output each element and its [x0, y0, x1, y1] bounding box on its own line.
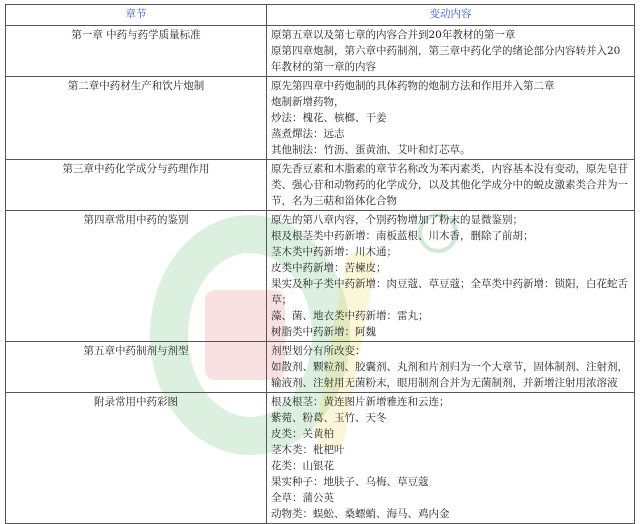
chapter-cell: 第二章中药材生产和饮片炮制: [6, 77, 267, 160]
change-line: 原先的第八章内容，个别药物增加了粉末的显微鉴别；: [271, 214, 523, 226]
changes-cell: [267, 77, 635, 160]
change-line: 原先香豆素和木脂素的章节名称改为苯丙素类，内容基本没有变动，原先皂苷类、强心苷和动物药的化学成分，以及其他化学成分中的蜕皮激素类合并为一节，名为三萜和甾体化合物: [271, 163, 628, 207]
change-line: 炒法：槐花、槟榔、干姜: [271, 112, 387, 124]
change-line: 根及根茎类中药新增：南板蓝根、川木香，删除了前胡；: [271, 230, 534, 242]
table-row: [6, 211, 635, 342]
chapter-cell: 第三章中药化学成分与药理作用: [6, 160, 267, 211]
header-chapter: 章节: [6, 5, 267, 26]
table-row: [6, 393, 635, 524]
change-line: 动物类：蜈蚣、桑螵蛸、海马、鸡内金: [271, 508, 450, 520]
change-line: 果实种子：地肤子、乌梅、草豆蔻: [271, 476, 429, 488]
change-line: 如散剂、颗粒剂、胶囊剂、丸剂和片剂归为一个大章节，固体制剂、注射剂，输液剂、注射用无菌粉末，眼用制剂合并为无菌制剂，并新增注射用浓溶液: [271, 361, 628, 389]
table-row: [6, 26, 635, 77]
change-line: 花类：山银花: [271, 460, 334, 472]
change-line: 果实及种子类中药新增：肉豆蔻、草豆蔻；全草类中药新增：锁阳，白花蛇舌草；: [271, 278, 628, 306]
change-line: 炮制新增药物，: [271, 96, 345, 108]
change-line: 原第四章炮制，第六章中药制剂，第三章中药化学的绪论部分内容转并入20年教材的第一章的内容: [271, 45, 621, 73]
changes-cell: [267, 342, 635, 393]
changes-cell: [267, 160, 635, 211]
change-line: 全草：蒲公英: [271, 492, 334, 504]
table-row: [6, 77, 635, 160]
change-line: 藻、菌、地衣类中药新增：雷丸；: [271, 310, 429, 322]
change-line: 紫菀、粉葛、玉竹、天冬: [271, 412, 387, 424]
change-line: 原先第四章中药炮制的具体药物的炮制方法和作用并入第二章: [271, 80, 555, 92]
change-line: 茎木类中药新增：川木通；: [271, 246, 397, 258]
table-row: [6, 160, 635, 211]
chapter-cell: 第五章中药制剂与剂型: [6, 342, 267, 393]
header-changes: 变动内容: [267, 5, 635, 26]
change-line: 皮类：关黄柏: [271, 428, 334, 440]
change-line: 皮类中药新增：苦楝皮；: [271, 262, 387, 274]
changes-cell: [267, 211, 635, 342]
change-line: 树脂类中药新增：阿魏: [271, 326, 376, 338]
chapter-cell: 第四章常用中药的鉴别: [6, 211, 267, 342]
changes-cell: [267, 393, 635, 524]
change-line: 茎木类：枇杷叶: [271, 444, 345, 456]
change-line: 蒸煮燀法：远志: [271, 128, 345, 140]
changes-cell: [267, 26, 635, 77]
changes-table: [5, 4, 635, 524]
change-line: 剂型划分有所改变：: [271, 345, 366, 357]
table-row: [6, 342, 635, 393]
chapter-cell: 第一章 中药与药学质量标准: [6, 26, 267, 77]
table-header: [6, 5, 635, 26]
chapter-cell: 附录常用中药彩图: [6, 393, 267, 524]
change-line: 根及根茎：黄连图片新增雅连和云连；: [271, 396, 450, 408]
change-line: 其他制法：竹沥、蛋黄油、艾叶和灯芯草。: [271, 144, 471, 156]
change-line: 原第五章以及第七章的内容合并到20年教材的第一章: [271, 29, 516, 41]
